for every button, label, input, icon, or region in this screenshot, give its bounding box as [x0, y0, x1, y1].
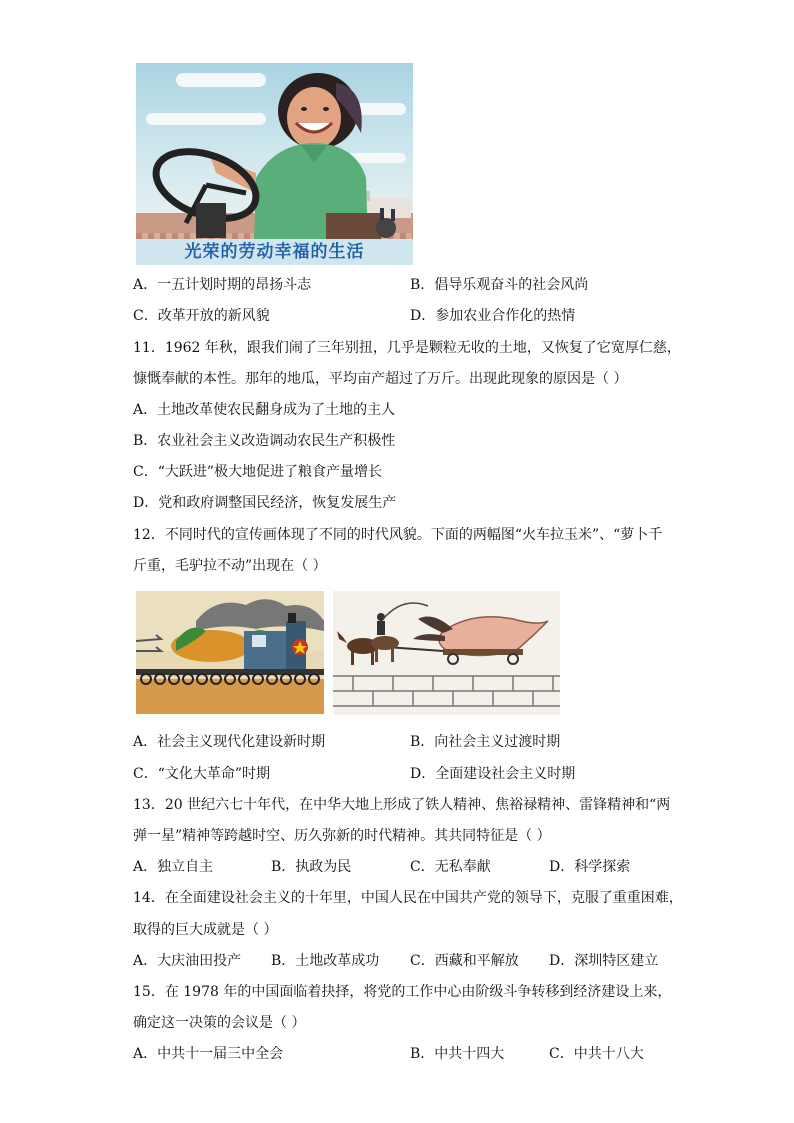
q13-option-b[interactable]: B．执政为民 — [271, 859, 352, 875]
q13-stem-line1: 13．20 世纪六七十年代，在中华大地上形成了铁人精神、焦裕禄精神、雷锋精神和“两 — [133, 797, 671, 813]
q12-stem-line1: 12．不同时代的宣传画体现了不同的时代风貌。下面的两幅图“火车拉玉米”、“萝卜千 — [133, 527, 663, 543]
q14-stem-line1: 14．在全面建设社会主义的十年里，中国人民在中国共产党的领导下，克服了重重困难， — [133, 890, 683, 906]
q14-stem-line2: 取得的巨大成就是（ ） — [133, 922, 278, 938]
q12-option-d[interactable]: D．全面建设社会主义时期 — [410, 766, 576, 782]
propaganda-poster-tractor-woman — [136, 63, 413, 265]
q12-option-b[interactable]: B．向社会主义过渡时期 — [410, 734, 561, 750]
q13-option-d[interactable]: D．科学探索 — [549, 859, 631, 875]
q11-stem-line1: 11．1962 年秋，跟我们闹了三年别扭，几乎是颗粒无收的土地，又恢复了它宽厚仁慈， — [133, 340, 681, 356]
q13-option-a[interactable]: A．独立自主 — [133, 859, 214, 875]
q15-option-a[interactable]: A．中共十一届三中全会 — [133, 1046, 284, 1062]
q15-stem-line1: 15．在 1978 年的中国面临着抉择，将党的工作中心由阶级斗争转移到经济建设上来， — [133, 984, 672, 1000]
q14-option-c[interactable]: C．西藏和平解放 — [410, 953, 519, 969]
poster-caption: 光荣的劳动幸福的生活 — [136, 239, 413, 265]
q14-option-a[interactable]: A．大庆油田投产 — [133, 953, 242, 969]
q15-option-c[interactable]: C．中共十八大 — [549, 1046, 644, 1062]
q11-option-c[interactable]: C．“大跃进”极大地促进了粮食产量增长 — [133, 464, 383, 480]
q15-stem-line2: 确定这一决策的会议是（ ） — [133, 1015, 306, 1031]
q13-stem-line2: 弹一星”精神等跨越时空、历久弥新的时代精神。其共同特征是（ ） — [133, 828, 551, 844]
q12-option-a[interactable]: A．社会主义现代化建设新时期 — [133, 734, 326, 750]
q15-option-b[interactable]: B．中共十四大 — [410, 1046, 505, 1062]
q10-option-b[interactable]: B．倡导乐观奋斗的社会风尚 — [410, 277, 589, 293]
q14-option-d[interactable]: D．深圳特区建立 — [549, 953, 659, 969]
q12-option-c[interactable]: C．“文化大革命”时期 — [133, 766, 271, 782]
q14-option-b[interactable]: B．土地改革成功 — [271, 953, 380, 969]
q11-stem-line2: 慷慨奉献的本性。那年的地瓜，平均亩产超过了万斤。出现此现象的原因是（ ） — [133, 371, 628, 387]
q10-option-c[interactable]: C．改革开放的新风貌 — [133, 308, 270, 324]
q11-option-a[interactable]: A．土地改革使农民翻身成为了土地的主人 — [133, 402, 396, 418]
propaganda-poster-radish-donkey — [333, 591, 560, 715]
q10-option-d[interactable]: D．参加农业合作化的热情 — [410, 308, 576, 324]
q13-option-c[interactable]: C．无私奉献 — [410, 859, 491, 875]
q11-option-b[interactable]: B．农业社会主义改造调动农民生产积极性 — [133, 433, 396, 449]
q12-stem-line2: 斤重，毛驴拉不动”出现在（ ） — [133, 558, 327, 574]
q10-option-a[interactable]: A．一五计划时期的昂扬斗志 — [133, 277, 312, 293]
q11-option-d[interactable]: D．党和政府调整国民经济，恢复发展生产 — [133, 495, 397, 511]
propaganda-poster-train-corn — [136, 591, 324, 714]
